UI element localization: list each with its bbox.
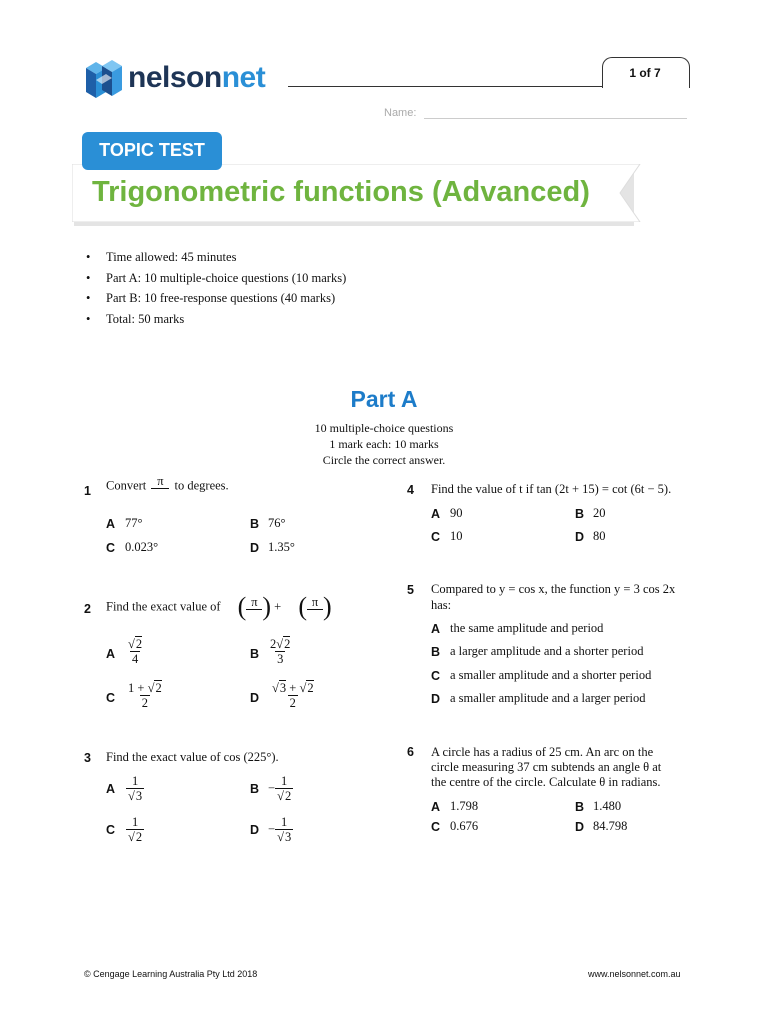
option-fraction[interactable]: $\frac{1 + √2}{2}$ [128, 681, 162, 710]
option-text[interactable]: a smaller amplitude and a larger period [450, 691, 646, 705]
question-number: 2 [84, 602, 91, 616]
section-subtitle: 10 multiple-choice questions [314, 421, 454, 435]
question-text: Convert π to degrees. [106, 474, 229, 499]
option-fraction[interactable]: $\frac{√2}{4}$ [128, 637, 143, 666]
question-text: Find the exact value of ( π ) + ( π ) [106, 592, 332, 621]
name-label: Name: [384, 107, 417, 119]
list-item: • Part A: 10 multiple-choice questions (10 marks) [86, 270, 346, 291]
option-text[interactable]: 20 [593, 506, 606, 520]
option-fraction[interactable]: $\frac{√3 + √2}{2}$ [272, 681, 314, 710]
option-text[interactable]: 1.798 [450, 799, 479, 813]
option-letter[interactable]: C [106, 541, 116, 555]
option-letter[interactable]: A [106, 782, 116, 796]
option-letter[interactable]: D [575, 530, 585, 544]
page-title: Trigonometric functions (Advanced) [92, 176, 590, 208]
option-text[interactable]: a smaller amplitude and a shorter period [450, 668, 652, 682]
option-letter[interactable]: A [431, 800, 441, 814]
option-text[interactable]: a larger amplitude and a shorter period [450, 644, 644, 658]
option-text[interactable]: 84.798 [593, 819, 628, 833]
option-text[interactable]: 1.35° [268, 540, 295, 554]
question-text: the centre of the circle. Calculate θ in radians. [431, 775, 661, 789]
option-text[interactable]: 0.676 [450, 819, 479, 833]
option-letter[interactable]: B [250, 782, 260, 796]
question-number: 5 [407, 583, 414, 597]
question-text: Compared to y = cos x, the function y = 3 cos 2x [431, 582, 676, 596]
website-link[interactable]: www.nelsonnet.com.au [588, 969, 681, 979]
option-letter[interactable]: B [575, 507, 585, 521]
option-letter[interactable]: A [431, 507, 441, 521]
option-text[interactable]: 80 [593, 529, 606, 543]
option-letter[interactable]: B [250, 647, 260, 661]
option-letter[interactable]: B [250, 517, 260, 531]
option-fraction[interactable]: − $\frac{1}{√3}$ [268, 815, 292, 844]
question-text: circle measuring 37 cm subtends an angle θ at [431, 760, 662, 774]
topic-test-label: TOPIC TEST [99, 140, 205, 160]
section-instruction: Circle the correct answer. [322, 453, 446, 467]
option-letter[interactable]: A [106, 647, 116, 661]
question-text: A circle has a radius of 25 cm. An arc on the [431, 745, 654, 759]
question-text: has: [431, 598, 452, 612]
question-number: 4 [407, 483, 414, 497]
option-letter[interactable]: B [431, 645, 441, 659]
name-field-line[interactable] [424, 118, 687, 119]
option-letter[interactable]: A [106, 517, 116, 531]
option-text[interactable]: 77° [125, 516, 143, 530]
option-letter[interactable]: D [575, 820, 585, 834]
question-text: Find the exact value of cos (225°). [106, 750, 279, 764]
option-letter[interactable]: D [250, 541, 260, 555]
option-letter[interactable]: D [250, 691, 260, 705]
option-letter[interactable]: B [575, 800, 585, 814]
option-letter[interactable]: C [431, 530, 441, 544]
option-letter[interactable]: A [431, 622, 441, 636]
question-number: 3 [84, 751, 91, 765]
list-item: • Part B: 10 free-response questions (40 marks) [86, 290, 346, 311]
brand-wordmark: nelsonnet [128, 61, 266, 94]
option-letter[interactable]: C [431, 669, 441, 683]
copyright-notice: © Cengage Learning Australia Pty Ltd 2018 [84, 969, 258, 979]
question-text: Find the value of t if tan (2t + 15) = cot (6t − 5). [431, 482, 672, 496]
list-item: • Time allowed: 45 minutes [86, 249, 346, 270]
section-heading: Part A [350, 386, 418, 412]
option-fraction[interactable]: − $\frac{1}{√2}$ [268, 774, 292, 803]
option-letter[interactable]: C [431, 820, 441, 834]
question-number: 6 [407, 745, 414, 759]
option-letter[interactable]: D [250, 823, 260, 837]
option-text[interactable]: 90 [450, 506, 463, 520]
option-fraction[interactable]: $\frac{1}{√3}$ [128, 774, 143, 803]
option-text[interactable]: 76° [268, 516, 286, 530]
option-letter[interactable]: C [106, 823, 116, 837]
option-text[interactable]: the same amplitude and period [450, 621, 604, 635]
section-subtitle: 1 mark each: 10 marks [329, 437, 439, 451]
option-text[interactable]: 1.480 [593, 799, 622, 813]
question-number: 1 [84, 484, 91, 498]
option-letter[interactable]: C [106, 691, 116, 705]
option-letter[interactable]: D [431, 692, 441, 706]
page-indicator: 1 of 7 [629, 66, 661, 80]
option-fraction[interactable]: $\frac{1}{√2}$ [128, 815, 143, 844]
option-text[interactable]: 10 [450, 529, 463, 543]
nelsonnet-logo-icon [84, 58, 128, 102]
test-info-list [86, 249, 346, 331]
list-item: • Total: 50 marks [86, 311, 346, 332]
option-text[interactable]: 0.023° [125, 540, 159, 554]
option-fraction[interactable]: $\frac{2√2}{3}$ [270, 637, 291, 666]
